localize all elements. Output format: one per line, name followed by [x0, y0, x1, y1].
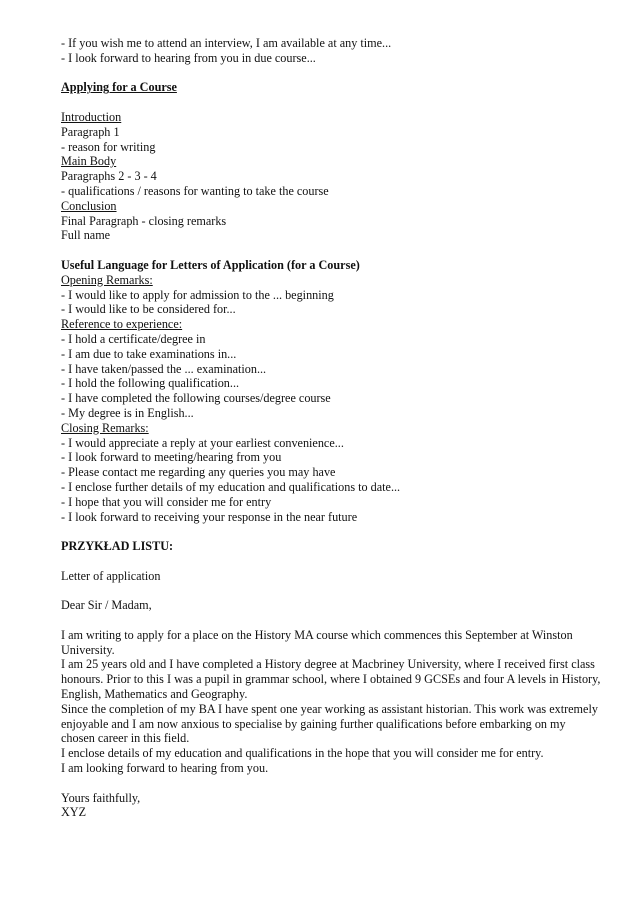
closing-remark: - I look forward to meeting/hearing from you: [61, 450, 282, 465]
course-heading: Applying for a Course: [61, 80, 177, 95]
final-paragraph-line: Final Paragraph - closing remarks: [61, 213, 227, 228]
closing-remark: - I hope that you will consider me for entry: [61, 494, 272, 509]
document-page: [61, 36, 601, 820]
opening-remarks-label: Opening Remarks:: [61, 272, 153, 287]
spacer: [61, 524, 601, 539]
experience-phrase: - I have taken/passed the ... examination...: [61, 361, 267, 376]
intro-tail-line: - I look forward to hearing from you in due course...: [61, 50, 316, 65]
letter-signature: XYZ: [61, 805, 87, 820]
spacer: [61, 776, 601, 791]
experience-phrase: - I hold a certificate/degree in: [61, 331, 206, 346]
example-heading: PRZYKŁAD LISTU:: [61, 539, 174, 554]
letter-title: Letter of application: [61, 568, 161, 583]
full-name-line: Full name: [61, 228, 111, 243]
spacer: [61, 95, 601, 110]
spacer: [61, 613, 601, 628]
reason-line: - reason for writing: [61, 139, 156, 154]
letter-salutation: Dear Sir / Madam,: [61, 598, 152, 613]
spacer: [61, 583, 601, 598]
paragraph1-line: Paragraph 1: [61, 124, 120, 139]
closing-remarks-label: Closing Remarks:: [61, 420, 149, 435]
experience-phrase: - I hold the following qualification...: [61, 376, 240, 391]
paragraphs-line: Paragraphs 2 - 3 - 4: [61, 169, 157, 184]
intro-tail-line: - If you wish me to attend an interview, I am available at any time...: [61, 36, 392, 50]
qualifications-line: - qualifications / reasons for wanting to take the course: [61, 183, 329, 198]
closing-remark: - I look forward to receiving your response in the near future: [61, 509, 358, 524]
experience-phrase: - I have completed the following courses/degree course: [61, 391, 331, 406]
main-body-label: Main Body: [61, 154, 117, 169]
letter-body-paragraph: I enclose details of my education and qualifications in the hope that you will consider me for entry.: [61, 746, 544, 761]
opening-remark: - I would like to apply for admission to the ... beginning: [61, 287, 334, 302]
opening-remark: - I would like to be considered for...: [61, 302, 236, 317]
closing-remark: - I enclose further details of my education and qualifications to date...: [61, 479, 401, 494]
letter-body-paragraph: I am writing to apply for a place on the History MA course which commences this September at Winston University.: [61, 627, 573, 657]
experience-phrase: - My degree is in English...: [61, 405, 194, 420]
letter-closing: Yours faithfully,: [61, 790, 141, 805]
experience-phrase: - I am due to take examinations in...: [61, 346, 237, 361]
spacer: [61, 66, 601, 81]
spacer: [61, 554, 601, 569]
useful-language-heading: Useful Language for Letters of Application (for a Course): [61, 257, 360, 272]
spacer: [61, 243, 601, 258]
conclusion-label: Conclusion: [61, 198, 117, 213]
closing-remark: - Please contact me regarding any queries you may have: [61, 465, 336, 480]
experience-label: Reference to experience:: [61, 317, 183, 332]
letter-body-paragraph: Since the completion of my BA I have spent one year working as assistant historian. This work was extremely enjoyable and I am now anxious to specialise by gaining further qualifications before embarking on my chosen career in this field.: [61, 701, 598, 746]
closing-remark: - I would appreciate a reply at your earliest convenience...: [61, 435, 344, 450]
letter-body-paragraph: I am looking forward to hearing from you.: [61, 761, 269, 776]
introduction-label: Introduction: [61, 109, 122, 124]
letter-body-paragraph: I am 25 years old and I have completed a History degree at Macbriney University, where I received first class honours. Prior to this I was a pupil in grammar school, where I obtained 9 GCSEs and four A levels in History, English, Mathematics and Geography.: [61, 657, 601, 702]
